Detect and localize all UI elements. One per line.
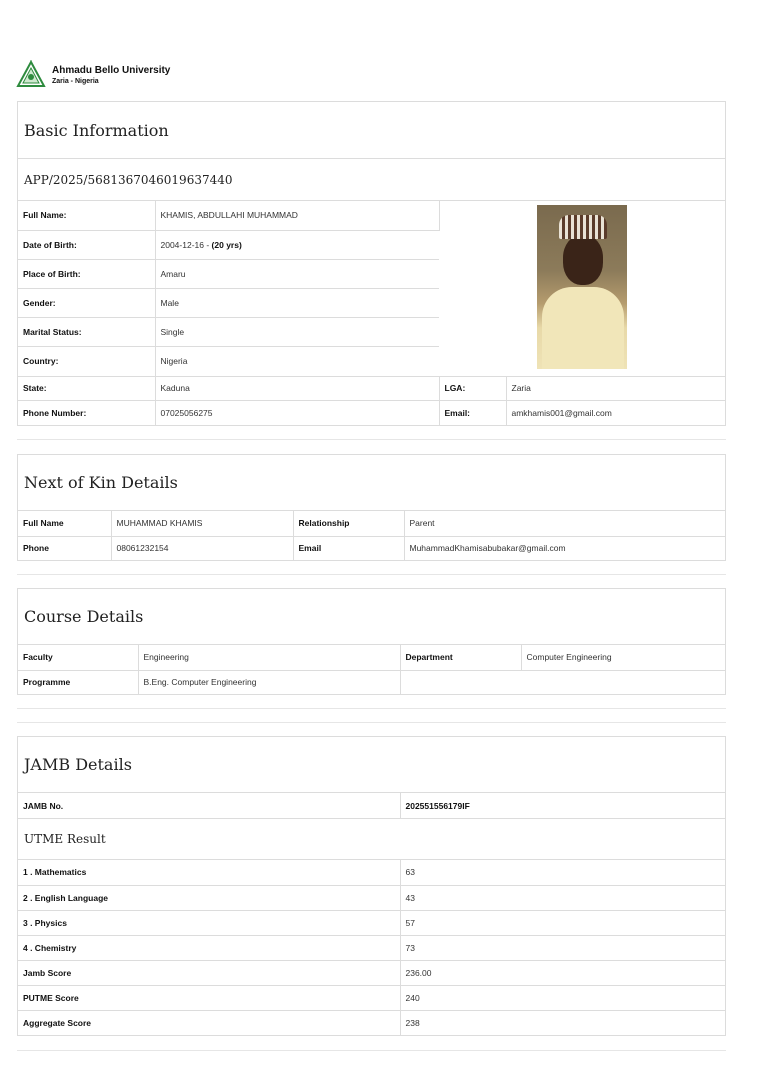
subject-label: 3 . Physics: [18, 910, 400, 935]
table-row: [18, 910, 725, 935]
dob-date: 2004-12-16 -: [160, 239, 212, 250]
course-details-title: Course Details: [18, 589, 725, 645]
kin-phone-value: 08061232154: [111, 536, 293, 560]
department-label: Department: [400, 645, 521, 670]
putme-score-label: PUTME Score: [18, 985, 400, 1010]
divider: [17, 708, 726, 709]
basic-information-table: [18, 201, 725, 425]
full-name-value: KHAMIS, ABDULLAHI MUHAMMAD: [155, 201, 439, 230]
utme-result-title: UTME Result: [18, 818, 725, 860]
jamb-details-section: [17, 736, 726, 1036]
programme-label: Programme: [18, 670, 138, 694]
application-number: APP/2025/5681367046019637440: [18, 159, 725, 201]
university-location: Zaria - Nigeria: [52, 77, 99, 85]
divider: [17, 574, 726, 575]
table-row: [18, 1010, 725, 1035]
lga-value: Zaria: [506, 376, 725, 400]
kin-name-value: MUHAMMAD KHAMIS: [111, 511, 293, 536]
jamb-number-table: [18, 793, 725, 818]
jamb-no-value: 202551556179IF: [405, 800, 470, 811]
table-row: [18, 960, 725, 985]
kin-relationship-value: Parent: [404, 511, 725, 536]
email-label: Email:: [439, 400, 506, 425]
subject-score: 63: [400, 860, 725, 885]
gender-value: Male: [155, 288, 439, 317]
page-header: [16, 58, 170, 92]
subject-score: 43: [400, 885, 725, 910]
photo-cell: [439, 201, 725, 376]
country-value: Nigeria: [155, 346, 439, 376]
subject-label: 2 . English Language: [18, 885, 400, 910]
abu-crest-logo-icon: [16, 60, 46, 90]
table-row: [18, 511, 725, 536]
course-details-section: [17, 588, 726, 695]
utme-result-table: [18, 860, 725, 1035]
divider: [17, 439, 726, 440]
aggregate-score-value: 238: [405, 1017, 420, 1028]
age-value: (20 yrs): [211, 239, 242, 250]
table-row: [18, 376, 725, 400]
gender-label: Gender:: [18, 288, 155, 317]
table-row: [18, 935, 725, 960]
table-row: [18, 860, 725, 885]
university-name: Ahmadu Bello University: [52, 64, 171, 76]
kin-email-value: MuhammadKhamisabubakar@gmail.com: [409, 543, 566, 554]
table-row: [18, 645, 725, 670]
next-of-kin-table: [18, 511, 725, 560]
table-row: [18, 793, 725, 818]
country-label: Country:: [18, 346, 155, 376]
state-label: State:: [18, 376, 155, 400]
pob-value: Amaru: [155, 259, 439, 288]
marital-label: Marital Status:: [18, 317, 155, 346]
subject-label: 4 . Chemistry: [18, 935, 400, 960]
table-row: [18, 885, 725, 910]
applicant-photo-icon: [537, 205, 627, 369]
basic-information-section: [17, 101, 726, 426]
kin-name-label: Full Name: [18, 511, 111, 536]
table-row: [18, 670, 725, 694]
phone-label: Phone Number:: [18, 400, 155, 425]
table-row: [18, 536, 725, 560]
course-details-table: [18, 645, 725, 694]
kin-relationship-label: Relationship: [293, 511, 404, 536]
subject-score: 73: [400, 935, 725, 960]
full-name-label: Full Name:: [18, 201, 155, 230]
kin-email-label: Email: [293, 536, 404, 560]
aggregate-score-label: Aggregate Score: [18, 1010, 400, 1035]
subject-score: 57: [400, 910, 725, 935]
pob-label: Place of Birth:: [18, 259, 155, 288]
table-row: [18, 400, 725, 425]
lga-label: LGA:: [439, 376, 506, 400]
marital-value: Single: [155, 317, 439, 346]
jamb-details-title: JAMB Details: [18, 737, 725, 793]
dob-value: [155, 230, 439, 259]
divider: [17, 722, 726, 723]
department-value: Computer Engineering: [521, 645, 725, 670]
faculty-value: Engineering: [138, 645, 400, 670]
jamb-no-label: JAMB No.: [18, 793, 400, 818]
faculty-label: Faculty: [18, 645, 138, 670]
putme-score-value: 240: [400, 985, 725, 1010]
basic-information-title: Basic Information: [18, 102, 725, 159]
phone-value: 07025056275: [155, 400, 439, 425]
dob-label: Date of Birth:: [18, 230, 155, 259]
subject-label: 1 . Mathematics: [18, 860, 400, 885]
kin-phone-label: Phone: [18, 536, 111, 560]
next-of-kin-title: Next of Kin Details: [18, 455, 725, 511]
table-row: [18, 985, 725, 1010]
jamb-score-label: Jamb Score: [18, 960, 400, 985]
state-value: Kaduna: [155, 376, 439, 400]
jamb-score-value: 236.00: [400, 960, 725, 985]
email-value: amkhamis001@gmail.com: [511, 407, 612, 418]
divider: [17, 1050, 726, 1051]
empty-cell: [400, 670, 725, 694]
next-of-kin-section: [17, 454, 726, 561]
programme-value: B.Eng. Computer Engineering: [138, 670, 400, 694]
table-row: [18, 201, 725, 230]
